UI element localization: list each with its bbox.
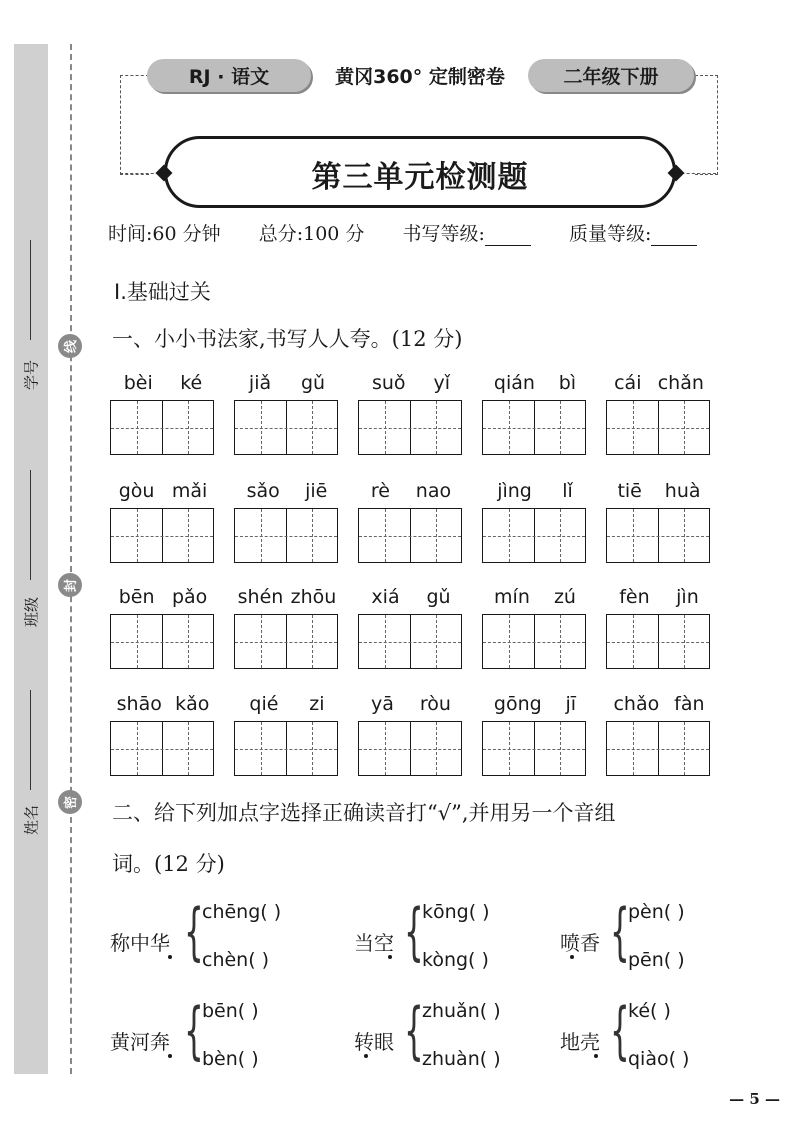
- pinyin-syllable: chǎo: [613, 693, 660, 715]
- pinyin-pair: [234, 586, 340, 608]
- writing-box[interactable]: [606, 508, 710, 563]
- writing-box[interactable]: [358, 400, 462, 455]
- cut-line: [70, 44, 72, 1074]
- series-title: 黄冈360° 定制密卷: [335, 66, 505, 88]
- pinyin-syllable: xiá: [371, 586, 400, 608]
- pinyin-syllable: nao: [415, 480, 452, 502]
- pinyin-row: [110, 372, 730, 402]
- section-basic: Ⅰ.基础过关: [114, 280, 211, 304]
- class-label: 班级: [22, 596, 41, 628]
- grid-row: [110, 400, 730, 457]
- cut-mark-mi: 密: [58, 790, 82, 814]
- pinyin-syllable: fèn: [619, 586, 650, 608]
- pinyin-pair: [234, 372, 340, 394]
- pinyin-syllable: jiǎ: [248, 372, 272, 394]
- reading-option[interactable]: kòng( ): [422, 949, 489, 971]
- pinyin-syllable: jiē: [305, 480, 328, 502]
- pinyin-pair: [358, 586, 464, 608]
- reading-option[interactable]: pèn( ): [628, 901, 685, 923]
- writing-box[interactable]: [234, 721, 338, 776]
- pinyin-pair: [358, 480, 464, 502]
- pinyin-syllable: shén: [237, 586, 284, 608]
- writing-box[interactable]: [482, 614, 586, 669]
- emphasis-dot: [594, 1054, 598, 1058]
- pinyin-syllable: qié: [249, 693, 279, 715]
- pinyin-syllable: lǐ: [562, 480, 573, 502]
- brace-icon: {: [184, 994, 204, 1067]
- writing-box[interactable]: [234, 508, 338, 563]
- pinyin-syllable: chǎn: [657, 372, 704, 394]
- pinyin-syllable: gǔ: [300, 372, 326, 394]
- pinyin-pair: [110, 372, 216, 394]
- writing-box[interactable]: [110, 721, 214, 776]
- choice-word: 黄河奔: [110, 1030, 170, 1054]
- pinyin-syllable: pǎo: [171, 586, 208, 608]
- pinyin-pair: [482, 480, 588, 502]
- writing-box[interactable]: [482, 508, 586, 563]
- pinyin-pair: [606, 586, 712, 608]
- pinyin-syllable: gòu: [118, 480, 155, 502]
- brace-icon: {: [610, 895, 630, 968]
- reading-option[interactable]: chèn( ): [202, 949, 270, 971]
- writing-box[interactable]: [606, 400, 710, 455]
- reading-option[interactable]: zhuàn( ): [422, 1048, 501, 1070]
- reading-option[interactable]: pēn( ): [628, 949, 685, 971]
- writing-box[interactable]: [358, 508, 462, 563]
- writing-grade-blank[interactable]: [485, 227, 531, 246]
- reading-option[interactable]: bēn( ): [202, 1000, 259, 1022]
- emphasis-dot: [168, 1054, 172, 1058]
- writing-box[interactable]: [110, 614, 214, 669]
- choice-word: 称中华: [110, 931, 170, 955]
- emphasis-dot: [570, 955, 574, 959]
- pinyin-syllable: mǎi: [171, 480, 208, 502]
- pinyin-syllable: zú: [553, 586, 576, 608]
- grid-row: [110, 721, 730, 778]
- reading-option[interactable]: bèn( ): [202, 1048, 259, 1070]
- reading-option[interactable]: kōng( ): [422, 901, 490, 923]
- quality-grade-label: 质量等级:: [569, 223, 652, 245]
- total-score: 总分:100 分: [258, 223, 365, 245]
- writing-box[interactable]: [482, 400, 586, 455]
- writing-box[interactable]: [606, 721, 710, 776]
- pinyin-pair: [606, 480, 712, 502]
- pinyin-syllable: jī: [565, 693, 577, 715]
- pinyin-syllable: fàn: [674, 693, 705, 715]
- choice-word: 喷香: [560, 931, 600, 955]
- pinyin-syllable: cái: [614, 372, 642, 394]
- question-1-title: 一、小小书法家,书写人人夸。(12 分): [112, 327, 463, 351]
- writing-box[interactable]: [234, 614, 338, 669]
- pinyin-pair: [482, 693, 588, 715]
- subject-pill: RJ · 语文: [147, 59, 311, 92]
- pinyin-syllable: ròu: [419, 693, 451, 715]
- reading-option[interactable]: chēng( ): [202, 901, 282, 923]
- reading-option[interactable]: ké( ): [628, 1000, 671, 1022]
- choice-word: 当空: [354, 931, 394, 955]
- pinyin-syllable: qián: [493, 372, 535, 394]
- pinyin-pair: [358, 372, 464, 394]
- pinyin-syllable: mín: [494, 586, 530, 608]
- cut-mark-xian: 线: [58, 334, 82, 358]
- page-title: 第三单元检测题: [311, 160, 529, 195]
- class-line: [30, 470, 31, 580]
- pinyin-syllable: gǔ: [426, 586, 451, 608]
- binding-margin: [14, 44, 48, 1074]
- pinyin-syllable: zi: [309, 693, 325, 715]
- pinyin-syllable: rè: [370, 480, 390, 502]
- pinyin-pair: [606, 693, 712, 715]
- pinyin-syllable: kǎo: [175, 693, 210, 715]
- student-id-label: 学号: [22, 359, 41, 391]
- pinyin-syllable: yā: [371, 693, 394, 715]
- writing-box[interactable]: [110, 400, 214, 455]
- pinyin-syllable: suǒ: [371, 372, 406, 394]
- emphasis-dot: [168, 955, 172, 959]
- grid-row: [110, 508, 730, 565]
- brace-icon: {: [610, 994, 630, 1067]
- pinyin-syllable: zhōu: [290, 586, 337, 608]
- grade-pill: 二年级下册: [528, 59, 694, 92]
- pinyin-syllable: huà: [664, 480, 701, 502]
- writing-box[interactable]: [482, 721, 586, 776]
- student-id-line: [30, 240, 31, 340]
- pinyin-pair: [110, 693, 216, 715]
- pinyin-row: [110, 693, 730, 723]
- pinyin-syllable: tiē: [617, 480, 642, 502]
- pinyin-syllable: jìn: [676, 586, 699, 608]
- reading-option[interactable]: qiào( ): [628, 1048, 690, 1070]
- reading-option[interactable]: zhuǎn( ): [422, 1000, 501, 1022]
- brace-icon: {: [404, 895, 424, 968]
- name-label: 姓名: [22, 804, 41, 836]
- brace-icon: {: [404, 994, 424, 1067]
- pinyin-pair: [482, 372, 588, 394]
- pinyin-syllable: jìng: [497, 480, 532, 502]
- pinyin-syllable: sǎo: [246, 480, 280, 502]
- writing-box[interactable]: [110, 508, 214, 563]
- writing-box[interactable]: [234, 400, 338, 455]
- pinyin-row: [110, 586, 730, 616]
- pinyin-syllable: bì: [558, 372, 577, 394]
- writing-grade-label: 书写等级:: [402, 223, 485, 245]
- pinyin-syllable: bèi: [123, 372, 153, 394]
- exam-meta: [108, 219, 697, 246]
- question-2-line2: 词。(12 分): [112, 852, 225, 876]
- pinyin-syllable: shāo: [116, 693, 162, 715]
- writing-box[interactable]: [358, 721, 462, 776]
- pinyin-pair: [234, 693, 340, 715]
- choice-word: 转眼: [354, 1030, 394, 1054]
- time-info: 时间:60 分钟: [108, 223, 221, 245]
- brace-icon: {: [184, 895, 204, 968]
- pinyin-pair: [482, 586, 588, 608]
- emphasis-dot: [388, 955, 392, 959]
- pinyin-syllable: yǐ: [433, 372, 451, 394]
- pinyin-row: [110, 480, 730, 510]
- pinyin-syllable: bēn: [118, 586, 155, 608]
- right-bracket: [695, 75, 718, 175]
- pinyin-pair: [234, 480, 340, 502]
- writing-box[interactable]: [358, 614, 462, 669]
- name-line: [30, 690, 31, 790]
- pinyin-syllable: gōng: [493, 693, 542, 715]
- pinyin-syllable: ké: [180, 372, 203, 394]
- cut-mark-feng: 封: [58, 573, 82, 597]
- pinyin-pair: [110, 480, 216, 502]
- emphasis-dot: [364, 1054, 368, 1058]
- choice-word: 地壳: [560, 1030, 600, 1054]
- pinyin-pair: [606, 372, 712, 394]
- page-number: — 5 —: [729, 1090, 780, 1108]
- quality-grade-blank[interactable]: [651, 227, 697, 246]
- pinyin-pair: [358, 693, 464, 715]
- left-bracket: [120, 75, 149, 175]
- question-2-line1: 二、给下列加点字选择正确读音打“√”,并用另一个音组: [112, 801, 616, 825]
- pinyin-pair: [110, 586, 216, 608]
- grid-row: [110, 614, 730, 671]
- writing-box[interactable]: [606, 614, 710, 669]
